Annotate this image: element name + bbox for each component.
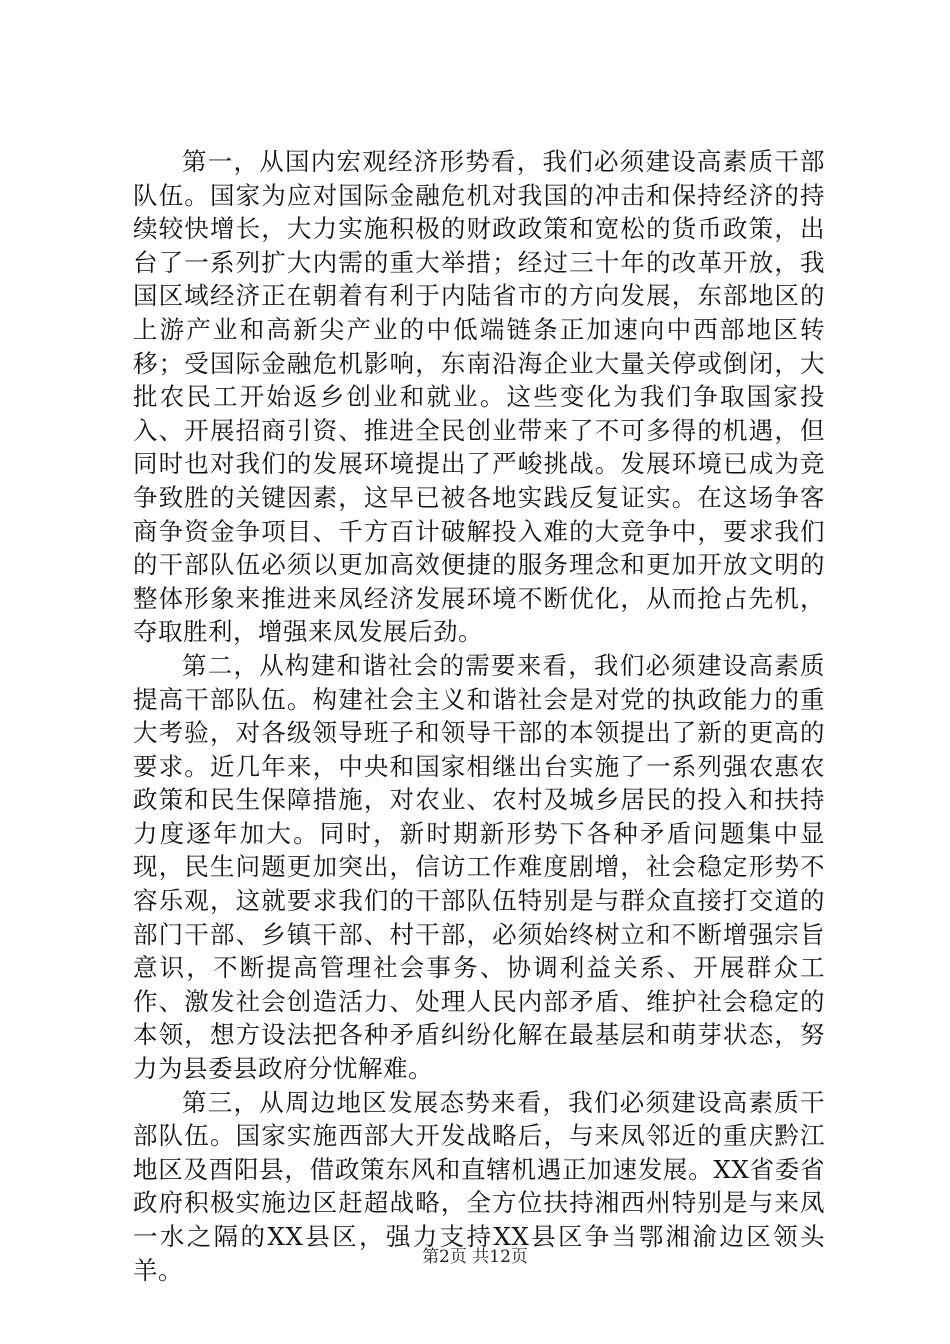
- paragraph-3: 第三，从周边地区发展态势来看，我们必须建设高素质干部队伍。国家实施西部大开发战略后，与来凤邻近的重庆黔江地区及酉阳县，借政策东风和直辖机遇正加速发展。XX省委省政府积极实施边区赶超战略，全方位扶持湘西州特别是与来凤一水之隔的XX县区，强力支持XX县区争当鄂湘渝边区领头羊。: [133, 1087, 825, 1285]
- page-number: 第2页: [422, 1247, 467, 1267]
- paragraph-1: 第一，从国内宏观经济形势看，我们必须建设高素质干部队伍。国家为应对国际金融危机对我国的冲击和保持经济的持续较快增长，大力实施积极的财政政策和宽松的货币政策，出台了一系列扩大内需的重大举措；经过三十年的改革开放，我国区域经济正在朝着有利于内陆省市的方向发展，东部地区的上游产业和高新尖产业的中低端链条正加速向中西部地区转移；受国际金融危机影响，东南沿海企业大量关停或倒闭，大批农民工开始返乡创业和就业。这些变化为我们争取国家投入、开展招商引资、推进全民创业带来了不可多得的机遇，但同时也对我们的发展环境提出了严峻挑战。发展环境已成为竞争致胜的关键因素，这早已被各地实践反复证实。在这场争客商争资金争项目、千方百计破解投入难的大竞争中，要求我们的干部队伍必须以更加高效便捷的服务理念和更加开放文明的整体形象来推进来凤经济发展环境不断优化，从而抢占先机，夺取胜利，增强来凤发展后劲。: [133, 147, 825, 647]
- page-total: 共12页: [472, 1247, 528, 1267]
- document-body: [133, 145, 825, 1287]
- paragraph-2: 第二，从构建和谐社会的需要来看，我们必须建设高素质提高干部队伍。构建社会主义和谐社会是对党的执政能力的重大考验，对各级领导班子和领导干部的本领提出了新的更高的要求。近几年来，中央和国家相继出台实施了一系列强农惠农政策和民生保障措施，对农业、农村及城乡居民的投入和扶持力度逐年加大。同时，新时期新形势下各种矛盾问题集中显现，民生问题更加突出，信访工作难度剧增，社会稳定形势不容乐观，这就要求我们的干部队伍特别是与群众直接打交道的部门干部、乡镇干部、村干部，必须始终树立和不断增强宗旨意识，不断提高管理社会事务、协调利益关系、开展群众工作、激发社会创造活力、处理人民内部矛盾、维护社会稳定的本领，想方设法把各种矛盾纠纷化解在最基层和萌芽状态，努力为县委县政府分忧解难。: [133, 650, 825, 1084]
- page-footer: [0, 1242, 950, 1267]
